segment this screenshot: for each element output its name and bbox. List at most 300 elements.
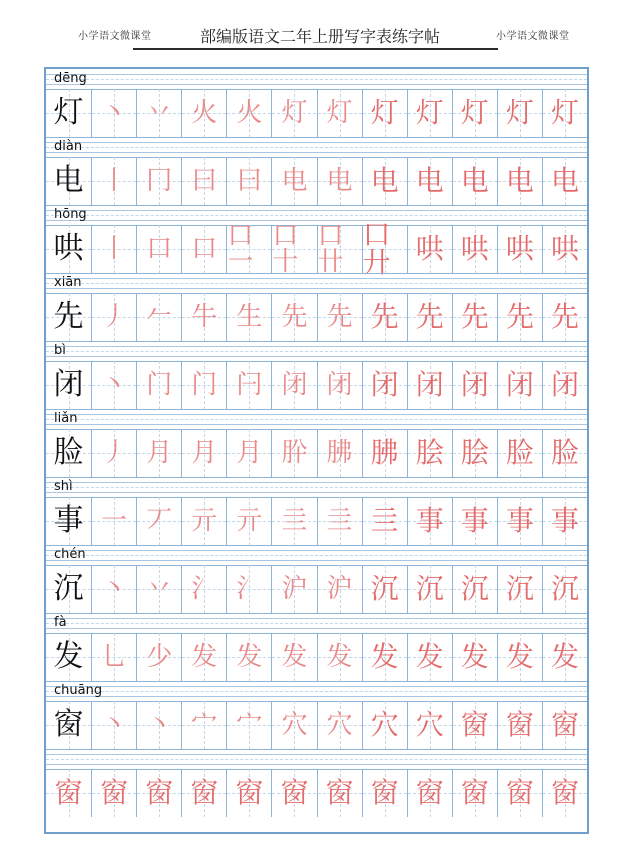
practice-cell (497, 225, 542, 273)
stroke-step-character: 先 (550, 300, 579, 333)
pinyin-band (46, 69, 587, 89)
pinyin-guide-line (46, 628, 587, 629)
pinyin-guide-line (46, 487, 587, 488)
stroke-step-character: 事 (550, 504, 579, 537)
pinyin-label: fà (54, 615, 67, 630)
stroke-step-character: 氵 (236, 574, 263, 604)
pinyin-guide-line (46, 754, 587, 755)
pinyin-guide-line (46, 696, 587, 697)
tian-grid-row (46, 293, 587, 341)
practice-cell (181, 157, 226, 205)
pinyin-guide-line (46, 351, 587, 352)
stroke-step-character: 电 (550, 164, 579, 197)
practice-cell (181, 89, 226, 137)
stroke-step-character: 丶 (101, 98, 128, 128)
tian-grid-row (46, 701, 587, 749)
header-left-label: 小学语文微课堂 (78, 31, 152, 42)
practice-cell (91, 701, 136, 749)
practice-cell (362, 565, 407, 613)
model-character: 脸 (53, 435, 84, 470)
character-row (46, 273, 587, 341)
pinyin-guide-line (46, 686, 587, 687)
pinyin-guide-line (46, 492, 587, 493)
stroke-step-character: 窗 (100, 776, 129, 809)
stroke-step-character: 发 (191, 642, 218, 672)
practice-cell (407, 497, 452, 545)
practice-cell (181, 565, 226, 613)
pinyin-guide-line (46, 210, 587, 211)
title-underline (133, 48, 498, 50)
practice-cell (226, 429, 271, 477)
stroke-step-character: 氵 (191, 574, 218, 604)
pinyin-guide-line (46, 691, 587, 692)
pinyin-label: chén (54, 547, 86, 562)
stroke-step-character: 灯 (505, 96, 534, 129)
practice-cell (497, 361, 542, 409)
character-row (46, 341, 587, 409)
practice-cell (362, 497, 407, 545)
stroke-step-character: 哄 (550, 232, 579, 265)
stroke-step-character: 亓 (236, 506, 263, 536)
pinyin-guide-line (46, 79, 587, 80)
practice-cell (271, 701, 316, 749)
model-character: 电 (53, 163, 84, 198)
stroke-step-character: 窗 (460, 708, 489, 741)
practice-cell (271, 89, 316, 137)
practice-cell (317, 565, 362, 613)
pinyin-guide-line (46, 74, 587, 75)
stroke-step-character: 沉 (370, 572, 399, 605)
practice-cell (362, 361, 407, 409)
header-right-label: 小学语文微课堂 (496, 31, 570, 42)
model-character-cell (46, 225, 91, 273)
pinyin-band (46, 681, 587, 701)
practice-cell (542, 361, 587, 409)
practice-cell (226, 633, 271, 681)
pinyin-guide-line (46, 550, 587, 551)
practice-cell (497, 429, 542, 477)
practice-cell (362, 769, 407, 817)
pinyin-band (46, 341, 587, 361)
practice-cell (317, 701, 362, 749)
pinyin-guide-line (46, 560, 587, 561)
character-row (46, 137, 587, 205)
practice-cell (362, 157, 407, 205)
stroke-step-character: 发 (550, 640, 579, 673)
practice-cell (452, 701, 497, 749)
practice-cell (407, 429, 452, 477)
practice-cell (271, 157, 316, 205)
tian-grid-row (46, 361, 587, 409)
practice-cell (452, 157, 497, 205)
pinyin-band (46, 137, 587, 157)
practice-cell (542, 497, 587, 545)
stroke-step-character: 闩 (236, 370, 263, 400)
stroke-step-character: 窗 (280, 776, 309, 809)
pinyin-guide-line (46, 414, 587, 415)
stroke-step-character: 先 (460, 300, 489, 333)
stroke-step-character: 口卄 (317, 221, 344, 277)
practice-cell (452, 769, 497, 817)
model-character-cell (46, 633, 91, 681)
stroke-step-character: 亖 (326, 506, 353, 536)
pinyin-band (46, 273, 587, 293)
practice-cell (271, 565, 316, 613)
practice-cell (362, 293, 407, 341)
stroke-step-character: 窗 (235, 776, 264, 809)
model-character-cell (46, 497, 91, 545)
practice-cell (407, 157, 452, 205)
stroke-step-character: 先 (505, 300, 534, 333)
writing-grid-sheet (44, 67, 589, 834)
tian-grid-row (46, 565, 587, 613)
practice-cell (497, 633, 542, 681)
practice-cell (181, 361, 226, 409)
tian-grid-row (46, 769, 587, 817)
pinyin-label: shì (54, 479, 73, 494)
stroke-step-character: 少 (146, 642, 173, 672)
practice-cell (542, 701, 587, 749)
stroke-step-character: 宀 (191, 710, 218, 740)
practice-cell (226, 293, 271, 341)
pinyin-label: dēng (54, 71, 87, 86)
pinyin-label: liǎn (54, 411, 78, 426)
practice-cell (91, 293, 136, 341)
pinyin-guide-line (46, 419, 587, 420)
stroke-step-character: 窗 (550, 708, 579, 741)
stroke-step-character: 沪 (326, 574, 353, 604)
stroke-step-character: 窗 (460, 776, 489, 809)
pinyin-guide-line (46, 482, 587, 483)
practice-cell (136, 633, 181, 681)
practice-cell (317, 89, 362, 137)
stroke-step-character: 沉 (460, 572, 489, 605)
practice-cell (226, 361, 271, 409)
practice-cell (542, 225, 587, 273)
tian-grid-row (46, 89, 587, 137)
practice-cell (271, 497, 316, 545)
practice-cell (226, 565, 271, 613)
pinyin-guide-line (46, 555, 587, 556)
practice-cell (452, 565, 497, 613)
stroke-step-character: 火 (191, 98, 218, 128)
stroke-step-character: 闭 (326, 370, 353, 400)
stroke-step-character: 发 (460, 640, 489, 673)
model-character-cell (46, 565, 91, 613)
stroke-step-character: 穴 (281, 710, 308, 740)
practice-cell (136, 497, 181, 545)
practice-cell (452, 429, 497, 477)
practice-cell (136, 361, 181, 409)
practice-cell (226, 497, 271, 545)
stroke-step-character: 生 (236, 302, 263, 332)
model-character-cell (46, 429, 91, 477)
stroke-step-character: 脸 (550, 436, 579, 469)
stroke-step-character: 先 (415, 300, 444, 333)
stroke-step-character: 门 (146, 370, 173, 400)
practice-cell (452, 225, 497, 273)
practice-cell (181, 769, 226, 817)
practice-cell (136, 89, 181, 137)
practice-cell (407, 225, 452, 273)
practice-cell (136, 565, 181, 613)
practice-cell (497, 497, 542, 545)
tian-grid-row (46, 633, 587, 681)
pinyin-guide-line (46, 759, 587, 760)
practice-cell (271, 429, 316, 477)
stroke-step-character: 丶 (101, 574, 128, 604)
stroke-step-character: 火 (236, 98, 263, 128)
pinyin-guide-line (46, 220, 587, 221)
stroke-step-character: 发 (415, 640, 444, 673)
practice-cell (452, 497, 497, 545)
stroke-step-character: 闭 (460, 368, 489, 401)
stroke-step-character: 丶 (146, 710, 173, 740)
stroke-step-character: 宀 (236, 710, 263, 740)
practice-cell (136, 225, 181, 273)
stroke-step-character: 一 (101, 506, 128, 536)
stroke-step-character: 哄 (505, 232, 534, 265)
practice-cell (362, 633, 407, 681)
stroke-step-character: 灯 (550, 96, 579, 129)
stroke-step-character: 窗 (550, 776, 579, 809)
stroke-step-character: 脍 (415, 436, 444, 469)
stroke-step-character: 闭 (281, 370, 308, 400)
practice-cell (542, 293, 587, 341)
stroke-step-character: 口廾 (362, 218, 391, 279)
practice-cell (452, 293, 497, 341)
practice-cell (542, 565, 587, 613)
practice-cell (136, 701, 181, 749)
stroke-step-character: 牛 (191, 302, 218, 332)
model-character-cell (46, 293, 91, 341)
practice-cell (91, 497, 136, 545)
stroke-step-character: 发 (326, 642, 353, 672)
practice-cell (317, 429, 362, 477)
practice-cell (181, 701, 226, 749)
practice-cell (271, 221, 316, 277)
pinyin-label: diàn (54, 139, 83, 154)
stroke-step-character: 沉 (550, 572, 579, 605)
stroke-step-character: 亖 (281, 506, 308, 536)
practice-cell (542, 157, 587, 205)
stroke-step-character: 丨 (101, 166, 128, 196)
stroke-step-character: 门 (191, 370, 218, 400)
stroke-step-character: 发 (505, 640, 534, 673)
stroke-step-character: 丷 (146, 98, 173, 128)
practice-cell (497, 701, 542, 749)
practice-cell (91, 225, 136, 273)
stroke-step-character: 丿 (101, 438, 128, 468)
stroke-step-character: 灯 (326, 98, 353, 128)
stroke-step-character: 灯 (281, 98, 308, 128)
practice-cell (317, 361, 362, 409)
stroke-step-character: 口 (146, 234, 173, 264)
model-character-cell (46, 89, 91, 137)
stroke-step-character: 电 (326, 166, 353, 196)
model-character-cell (46, 157, 91, 205)
pinyin-band (46, 749, 587, 769)
stroke-step-character: 丿 (101, 302, 128, 332)
stroke-step-character: 脸 (505, 436, 534, 469)
practice-cell (181, 633, 226, 681)
practice-cell (407, 565, 452, 613)
practice-cell (91, 633, 136, 681)
stroke-step-character: 发 (236, 642, 263, 672)
stroke-step-character: 窗 (505, 776, 534, 809)
pinyin-label: chuāng (54, 683, 103, 698)
stroke-step-character: 事 (460, 504, 489, 537)
practice-cell (317, 633, 362, 681)
practice-cell (136, 293, 181, 341)
stroke-step-character: 丷 (146, 574, 173, 604)
stroke-step-character: 发 (281, 642, 308, 672)
pinyin-label: bì (54, 343, 66, 358)
stroke-step-character: 电 (505, 164, 534, 197)
practice-cell (497, 293, 542, 341)
practice-cell (542, 769, 587, 817)
character-row (46, 681, 587, 749)
tian-grid-row (46, 429, 587, 477)
pinyin-band (46, 477, 587, 497)
practice-cell (317, 497, 362, 545)
practice-cell (181, 293, 226, 341)
character-row (46, 545, 587, 613)
practice-cell (271, 361, 316, 409)
practice-cell (317, 769, 362, 817)
stroke-step-character: 窗 (415, 776, 444, 809)
character-row (46, 613, 587, 681)
practice-cell (362, 89, 407, 137)
practice-cell (497, 157, 542, 205)
character-row (46, 205, 587, 279)
practice-cell (317, 221, 362, 277)
stroke-step-character: 亓 (191, 506, 218, 536)
pinyin-guide-line (46, 142, 587, 143)
stroke-step-character: 肸 (281, 438, 308, 468)
practice-cell (542, 633, 587, 681)
stroke-step-character: 电 (415, 164, 444, 197)
practice-cell (271, 293, 316, 341)
stroke-step-character: 沪 (281, 574, 308, 604)
practice-cell (452, 361, 497, 409)
stroke-step-character: 胇 (326, 438, 353, 468)
pinyin-guide-line (46, 147, 587, 148)
pinyin-guide-line (46, 152, 587, 153)
practice-cell (407, 633, 452, 681)
practice-cell (407, 89, 452, 137)
stroke-step-character: 曰 (236, 166, 263, 196)
practice-cell (407, 701, 452, 749)
pinyin-guide-line (46, 215, 587, 216)
practice-cell (226, 769, 271, 817)
stroke-step-character: 月 (236, 438, 263, 468)
stroke-step-character: 口 (191, 234, 218, 264)
practice-cell (362, 429, 407, 477)
stroke-step-character: 发 (370, 640, 399, 673)
stroke-step-character: 口十 (272, 221, 299, 277)
tian-grid-row (46, 218, 587, 279)
practice-cell (317, 293, 362, 341)
stroke-step-character: 窗 (145, 776, 174, 809)
practice-cell (542, 89, 587, 137)
practice-cell (271, 769, 316, 817)
stroke-step-character: 口一 (227, 221, 254, 277)
stroke-step-character: 穴 (326, 710, 353, 740)
practice-cell (317, 157, 362, 205)
tian-grid-row (46, 157, 587, 205)
practice-cell (362, 701, 407, 749)
stroke-step-character: 丶 (101, 710, 128, 740)
stroke-step-character: 灯 (415, 96, 444, 129)
model-character: 发 (53, 639, 84, 674)
practice-cell (271, 633, 316, 681)
model-character: 沉 (53, 571, 84, 606)
practice-cell (226, 89, 271, 137)
stroke-step-character: 哄 (415, 232, 444, 265)
tian-grid-row (46, 497, 587, 545)
pinyin-guide-line (46, 283, 587, 284)
practice-cell (497, 565, 542, 613)
stroke-step-character: 胇 (370, 436, 399, 469)
pinyin-guide-line (46, 356, 587, 357)
model-character-cell (46, 701, 91, 749)
practice-cell (226, 221, 271, 277)
practice-cell (542, 429, 587, 477)
model-character-cell (46, 361, 91, 409)
stroke-step-character: 丆 (146, 506, 173, 536)
pinyin-guide-line (46, 424, 587, 425)
stroke-step-character: 电 (370, 164, 399, 197)
stroke-step-character: 月 (191, 438, 218, 468)
character-row (46, 477, 587, 545)
practice-cell (46, 769, 91, 817)
practice-cell (181, 497, 226, 545)
practice-cell (407, 361, 452, 409)
practice-row (46, 749, 587, 817)
character-row (46, 409, 587, 477)
pinyin-guide-line (46, 346, 587, 347)
practice-cell (452, 89, 497, 137)
practice-cell (407, 769, 452, 817)
practice-cell (452, 633, 497, 681)
pinyin-label: hōng (54, 207, 87, 222)
stroke-step-character: 亖 (370, 504, 399, 537)
stroke-step-character: 丨 (101, 234, 128, 264)
stroke-step-character: 月 (146, 438, 173, 468)
practice-cell (91, 361, 136, 409)
stroke-step-character: 丶 (101, 370, 128, 400)
pinyin-guide-line (46, 288, 587, 289)
stroke-step-character: 闭 (370, 368, 399, 401)
stroke-step-character: 脍 (460, 436, 489, 469)
pinyin-guide-line (46, 278, 587, 279)
practice-cell (226, 701, 271, 749)
pinyin-band (46, 205, 587, 225)
practice-cell (226, 157, 271, 205)
pinyin-band (46, 545, 587, 565)
pinyin-guide-line (46, 618, 587, 619)
stroke-step-character: 窗 (54, 776, 83, 809)
stroke-step-character: 事 (415, 504, 444, 537)
practice-cell (91, 89, 136, 137)
stroke-step-character: 沉 (415, 572, 444, 605)
stroke-step-character: 𠂉 (146, 302, 173, 332)
stroke-step-character: 穴 (415, 708, 444, 741)
model-character: 灯 (53, 95, 84, 130)
pinyin-band (46, 613, 587, 633)
stroke-step-character: 电 (460, 164, 489, 197)
